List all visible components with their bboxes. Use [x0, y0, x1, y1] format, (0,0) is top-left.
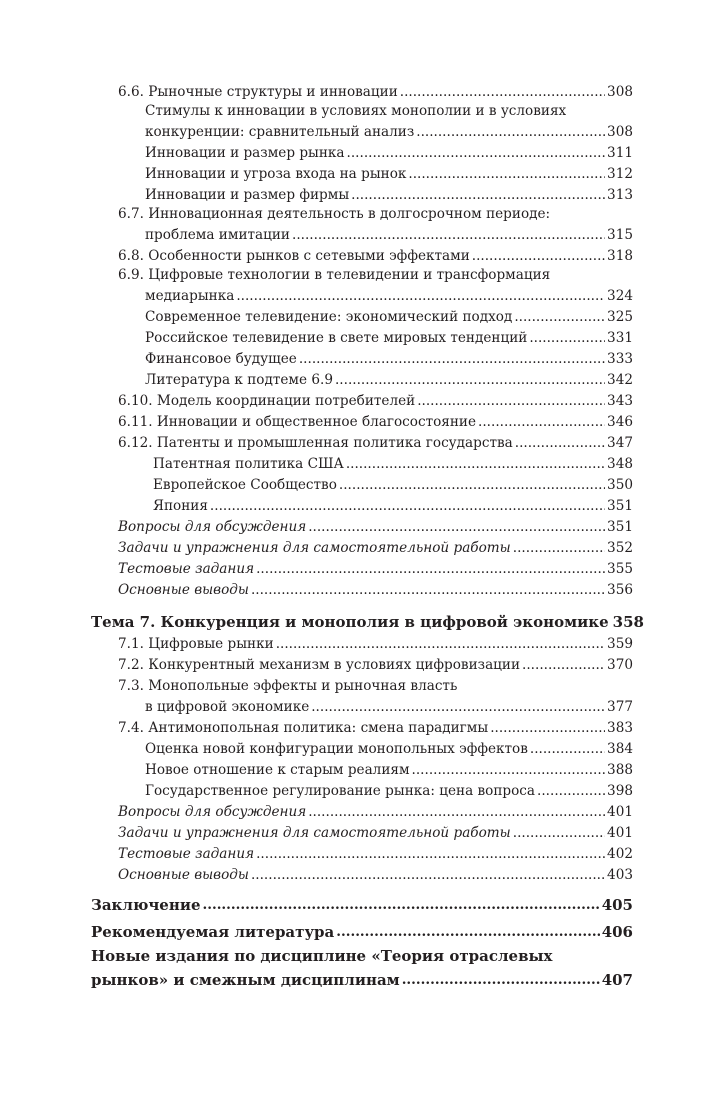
toc-page-number: 333 [607, 351, 633, 367]
toc-chapter-entry[interactable] [91, 891, 633, 914]
toc-entry[interactable] [118, 410, 633, 431]
dot-leader [490, 719, 605, 737]
toc-page-number: 343 [607, 393, 633, 409]
toc-entry[interactable] [118, 536, 633, 557]
toc-entry[interactable] [145, 305, 633, 326]
dot-leader [292, 226, 605, 244]
toc-entry[interactable] [153, 494, 633, 515]
toc-entry-title: проблема имитации [145, 227, 290, 243]
dot-leader [417, 392, 605, 410]
toc-entry-title: 7.2. Конкурентный механизм в условиях цифровизации [118, 657, 521, 673]
dot-leader [412, 761, 606, 779]
toc-entry[interactable] [118, 431, 633, 452]
toc-entry[interactable] [145, 183, 633, 204]
toc-entry-title-line: Стимулы к инновации в условиях монополии и в условиях [145, 103, 567, 119]
dot-leader [251, 581, 605, 599]
dot-leader [472, 247, 605, 265]
toc-entry[interactable] [145, 779, 633, 800]
toc-page-number: 348 [607, 456, 633, 472]
toc-entry[interactable] [118, 653, 633, 674]
toc-entry-title: 6.6. Рыночные структуры и инновации [118, 84, 398, 100]
toc-entry-title-line: Новые издания по дисциплине «Теория отраслевых [91, 947, 553, 965]
toc-page-number: 401 [607, 804, 633, 820]
toc-chapter-entry[interactable] [91, 966, 633, 989]
toc-page-number: 350 [607, 477, 633, 493]
toc-entry[interactable] [118, 716, 633, 737]
toc-entry-title: Заключение [91, 896, 201, 914]
toc-entry[interactable] [118, 80, 633, 101]
toc-chapter-entry[interactable] [91, 608, 644, 631]
dot-leader [276, 635, 605, 653]
toc-page-number: 351 [607, 498, 633, 514]
dot-leader [515, 434, 605, 452]
toc-entry-title: Тестовые задания [118, 561, 255, 577]
dot-leader [236, 287, 605, 305]
toc-entry-title: Задачи и упражнения для самостоятельной работы [118, 825, 511, 841]
toc-page-number: 403 [607, 867, 633, 883]
toc-entry-title: 6.12. Патенты и промышленная политика государства [118, 435, 513, 451]
toc-page-number: 308 [607, 84, 633, 100]
dot-leader [402, 971, 600, 989]
toc-entry[interactable] [118, 244, 633, 265]
toc-entry[interactable] [145, 737, 633, 758]
toc-entry-title: Основные выводы [118, 867, 249, 883]
toc-page-number: 388 [607, 762, 633, 778]
dot-leader [408, 165, 605, 183]
toc-entry-title: Литература к подтеме 6.9 [145, 372, 333, 388]
toc-entry-title-line: 7.3. Монопольные эффекты и рыночная власть [118, 678, 458, 694]
toc-page-number: 358 [612, 613, 644, 631]
toc-entry[interactable] [118, 821, 633, 842]
toc-page-number: 308 [607, 124, 633, 140]
toc-entry[interactable] [118, 515, 633, 536]
toc-page-number: 407 [601, 971, 633, 989]
toc-page-number: 331 [607, 330, 633, 346]
dot-leader [256, 560, 605, 578]
toc-entry-title: Основные выводы [118, 582, 249, 598]
toc-page-number: 383 [607, 720, 633, 736]
toc-page-number: 406 [601, 923, 633, 941]
toc-entry[interactable] [153, 473, 633, 494]
dot-leader [514, 308, 605, 326]
toc-page-number: 352 [607, 540, 633, 556]
toc-entry-title: Инновации и угроза входа на рынок [145, 166, 407, 182]
toc-page-number: 401 [607, 825, 633, 841]
toc-entry[interactable] [118, 389, 633, 410]
dot-leader [478, 413, 605, 431]
toc-entry[interactable] [118, 632, 633, 653]
dot-leader [522, 656, 605, 674]
toc-entry[interactable] [145, 326, 633, 347]
toc-entry-title-line: 6.9. Цифровые технологии в телевидении и трансформация [118, 267, 551, 283]
dot-leader [335, 371, 605, 389]
dot-leader [530, 740, 605, 758]
toc-entry[interactable] [118, 863, 633, 884]
toc-entry[interactable] [145, 162, 633, 183]
toc-page-number: 402 [607, 846, 633, 862]
toc-entry[interactable] [153, 452, 633, 473]
toc-entry[interactable] [145, 758, 633, 779]
toc-page-number: 346 [607, 414, 633, 430]
toc-entry-title: Российское телевидение в свете мировых тенденций [145, 330, 528, 346]
toc-page-number: 359 [607, 636, 633, 652]
toc-entry-title: 7.4. Антимонопольная политика: смена парадигмы [118, 720, 489, 736]
toc-page-number: 405 [601, 896, 633, 914]
toc-entry-title: Вопросы для обсуждения [118, 804, 307, 820]
toc-entry-title: в цифровой экономике [145, 699, 310, 715]
dot-leader [339, 476, 605, 494]
toc-entry-title-line: 6.7. Инновационная деятельность в долгосрочном периоде: [118, 206, 551, 222]
toc-page-number: 313 [607, 187, 633, 203]
dot-leader [299, 350, 605, 368]
toc-entry-title: Япония [153, 498, 208, 514]
toc-entry[interactable] [145, 223, 633, 244]
dot-leader [210, 497, 605, 515]
dot-leader [529, 329, 605, 347]
dot-leader [256, 845, 605, 863]
toc-entry-title: Тестовые задания [118, 846, 255, 862]
toc-entry-title: Инновации и размер рынка [145, 145, 345, 161]
toc-page-number: 355 [607, 561, 633, 577]
toc-entry[interactable] [145, 347, 633, 368]
toc-page-number: 318 [607, 248, 633, 264]
toc-entry-title: 6.11. Инновации и общественное благосостояние [118, 414, 477, 430]
toc-page-number: 351 [607, 519, 633, 535]
toc-entry-title: 6.8. Особенности рынков с сетевыми эффектами [118, 248, 470, 264]
toc-page-number: 347 [607, 435, 633, 451]
toc-entry[interactable] [118, 557, 633, 578]
dot-leader [346, 455, 605, 473]
toc-entry-title: Задачи и упражнения для самостоятельной работы [118, 540, 511, 556]
toc-entry-title: конкуренции: сравнительный анализ [145, 124, 415, 140]
toc-page-number: 342 [607, 372, 633, 388]
toc-entry[interactable] [145, 284, 633, 305]
dot-leader [308, 518, 605, 536]
toc-entry-title: Оценка новой конфигурации монопольных эффектов [145, 741, 528, 757]
dot-leader [308, 803, 605, 821]
toc-entry-title: Тема 7. Конкуренция и монополия в цифровой экономике [91, 613, 609, 631]
toc-page-number: 315 [607, 227, 633, 243]
toc-entry-title: Новое отношение к старым реалиям [145, 762, 410, 778]
toc-entry[interactable] [118, 800, 633, 821]
toc-entry[interactable] [118, 578, 633, 599]
toc-entry-title: Финансовое будущее [145, 351, 297, 367]
toc-entry-title: рынков» и смежным дисциплинам [91, 971, 400, 989]
dot-leader [336, 923, 599, 941]
toc-entry-title: Современное телевидение: экономический подход [145, 309, 513, 325]
toc-page-number: 325 [607, 309, 633, 325]
toc-page-number: 384 [607, 741, 633, 757]
toc-page-number: 370 [607, 657, 633, 673]
toc-entry-title: Патентная политика США [153, 456, 344, 472]
dot-leader [311, 698, 605, 716]
toc-page-number: 312 [607, 166, 633, 182]
dot-leader [347, 144, 606, 162]
dot-leader [400, 83, 605, 101]
toc-page-number: 398 [607, 783, 633, 799]
toc-entry[interactable] [118, 842, 633, 863]
toc-entry-title: медиарынка [145, 288, 235, 304]
toc-entry[interactable] [145, 695, 633, 716]
toc-entry[interactable] [145, 141, 633, 162]
toc-page-number: 324 [607, 288, 633, 304]
toc-page-number: 377 [607, 699, 633, 715]
toc-page-number: 311 [607, 145, 633, 161]
toc-entry-title: 6.10. Модель координации потребителей [118, 393, 416, 409]
dot-leader [416, 123, 605, 141]
toc-entry-title: 7.1. Цифровые рынки [118, 636, 274, 652]
toc-entry-title: Инновации и размер фирмы [145, 187, 350, 203]
toc-entry[interactable] [145, 368, 633, 389]
toc-page-number: 356 [607, 582, 633, 598]
toc-entry[interactable] [145, 120, 633, 141]
toc-entry-title: Европейское Сообщество [153, 477, 337, 493]
dot-leader [537, 782, 605, 800]
toc-entry-title: Государственное регулирование рынка: цена вопроса [145, 783, 536, 799]
toc-entry-title: Рекомендуемая литература [91, 923, 335, 941]
dot-leader [203, 896, 600, 914]
toc-chapter-entry[interactable] [91, 918, 633, 941]
dot-leader [513, 824, 605, 842]
toc-entry-title: Вопросы для обсуждения [118, 519, 307, 535]
dot-leader [351, 186, 605, 204]
dot-leader [251, 866, 605, 884]
dot-leader [513, 539, 605, 557]
